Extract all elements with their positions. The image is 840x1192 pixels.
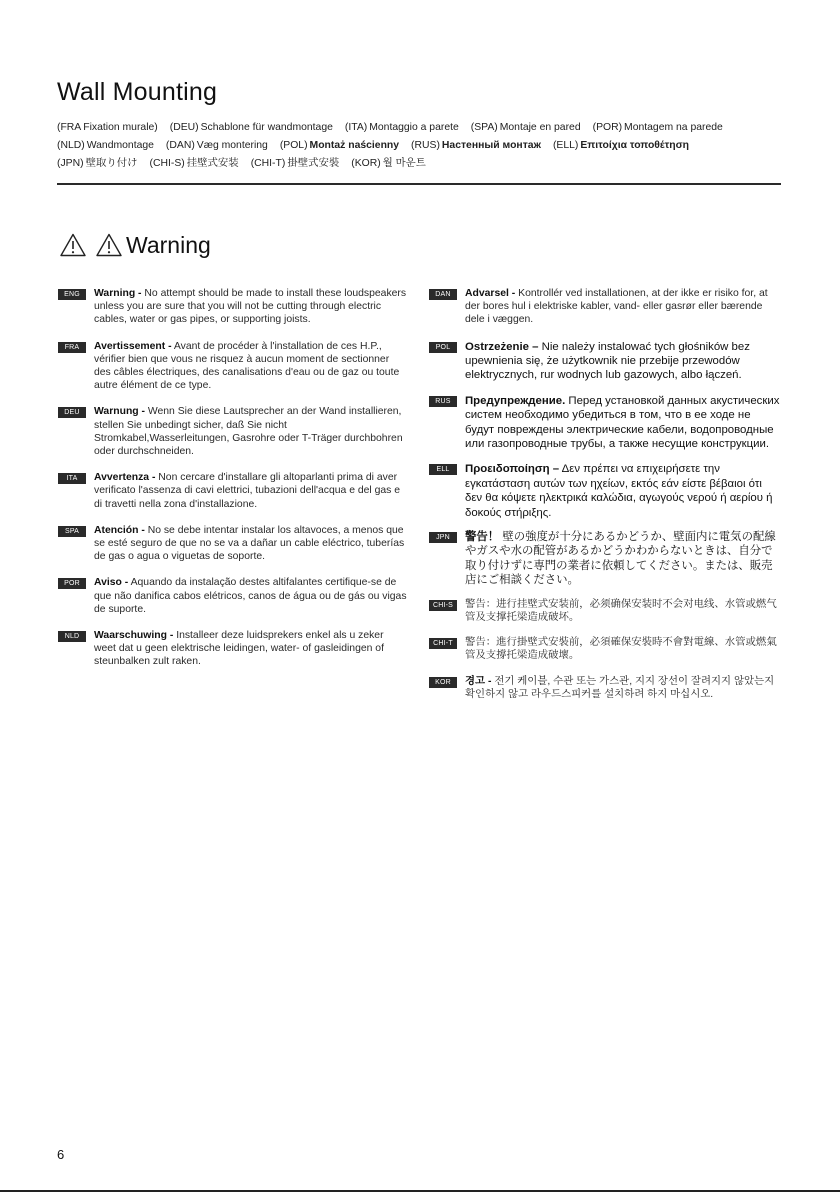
language-code: (DAN) [165, 140, 195, 151]
language-translation: Επιτοίχια τοποθέτηση [580, 140, 690, 151]
warning-entry-pol [429, 340, 781, 383]
language-code: (JPN) [57, 158, 84, 169]
warning-label: Avvertenza - [94, 472, 156, 484]
language-translation: Montagem na parede [624, 122, 723, 133]
language-code: (SPA) [470, 122, 498, 133]
language-translation: 壁取り付け [85, 158, 138, 169]
warning-body: Avant de procéder à l'installation de ces H.P., vérifier bien que vous ne risquez à aucun moment de sectionner des câbles électriques, des canalisations d'eau ou de gaz ou toute autre élément de ce type. [94, 340, 400, 392]
language-translation: Montaggio a parete [369, 122, 459, 133]
language-badge: NLD [58, 631, 86, 642]
language-code: (FRA [57, 122, 82, 133]
warning-text [94, 287, 408, 327]
language-code: (CHI-S) [149, 158, 185, 169]
warning-text [94, 629, 408, 669]
warning-body: Non cercare d'installare gli altoparlanti prima di aver verificato l'assenza di cavi elettrici, tubazioni dell'acqua e del gas e di travetti nella zona d'installazione. [94, 472, 401, 510]
warning-label: Warnung - [94, 406, 145, 418]
language-code: (KOR) [351, 158, 381, 169]
warning-text [94, 340, 408, 393]
warning-text [465, 675, 781, 701]
warning-body: Перед установкой данных акустических систем необходимо убедиться в том, что в ее ходе не будут повреждены электрические кабели, водопроводные или газопроводные трубы, а также несущие конструкции. [465, 394, 780, 451]
language-code: (POR) [592, 122, 623, 133]
warnings-left-column [58, 287, 408, 669]
language-translation: Настенный монтаж [441, 140, 541, 151]
warning-entry-por [58, 576, 408, 616]
language-badge: SPA [58, 526, 86, 537]
warning-body: No attempt should be made to install these loudspeakers unless you are sure that you will not be cutting through electric cables, water or gas pipes, or supporting joists. [94, 288, 407, 326]
warning-heading-text: Warning [126, 231, 211, 258]
warning-text [465, 462, 781, 520]
warning-entry-spa [58, 524, 408, 564]
warning-text [94, 405, 408, 458]
warning-label: Waarschuwing - [94, 630, 174, 642]
language-badge: DEU [58, 407, 86, 418]
warning-entry-chi-t [429, 636, 781, 662]
warning-text [465, 636, 781, 662]
warning-body: 警告：進行掛壁式安裝前，必須確保安裝時不會對電線、水管或燃氣管及支撐托梁造成破壞。 [465, 637, 777, 662]
warning-text [465, 530, 781, 588]
warning-label: Advarsel - [465, 288, 516, 299]
warning-label: Ostrzeżenie – [465, 340, 539, 353]
warning-entry-ita [58, 471, 408, 511]
language-code: (DEU) [169, 122, 199, 133]
warning-heading [60, 229, 211, 261]
warning-body: 警告：进行挂壁式安装前，必须确保安装时不会对电线、水管或燃气管及支撑托梁造成破坏。 [465, 598, 777, 623]
warning-text [465, 394, 781, 452]
language-translation: Montaje en pared [499, 122, 581, 133]
language-badge: RUS [429, 396, 457, 407]
warning-text [94, 471, 408, 511]
warning-body: Kontrollér ved installationen, at der ikke er risiko for, at der bores hul i elektriske kabler, vand- eller gasrør eller bærende dele i væggen. [465, 288, 768, 326]
language-badge: JPN [429, 532, 457, 543]
warning-entry-kor [429, 675, 781, 701]
warning-entry-fra [58, 340, 408, 393]
language-badge: POL [429, 342, 457, 353]
language-code: (RUS) [411, 140, 440, 151]
warning-text [94, 576, 408, 616]
warning-text [465, 340, 781, 383]
language-list-line [57, 119, 817, 137]
page-number: 6 [57, 1147, 65, 1162]
language-translation: 掛壁式安裝 [287, 158, 340, 169]
warning-entry-eng [58, 287, 408, 327]
language-list-line [57, 155, 817, 173]
warning-label: Предупреждение. [465, 394, 566, 407]
warning-entry-chi-s [429, 598, 781, 624]
language-code: (NLD) [57, 140, 85, 151]
warning-body: Nie należy instalować tych głośników bez upewnienia się, że użytkownik nie przebije przewodów elektrycznych, rur wodnych lub gazowych, albo łączeń. [465, 340, 750, 382]
language-code: (ELL) [552, 140, 579, 151]
warning-text [94, 524, 408, 564]
language-badge: CHI-T [429, 638, 457, 649]
language-badge: ITA [58, 473, 86, 484]
language-translation: Montaż naścienny [309, 140, 400, 151]
warning-entry-deu [58, 405, 408, 458]
language-badge: ENG [58, 289, 86, 300]
warning-label: Avertissement - [94, 340, 172, 352]
language-code: (ITA) [344, 122, 368, 133]
language-translation: Wandmontage [86, 140, 154, 151]
warning-entry-jpn [429, 530, 781, 588]
language-list [57, 119, 817, 173]
warnings-right-column [429, 287, 781, 701]
warning-entry-ell [429, 462, 781, 520]
language-list-line [57, 137, 817, 155]
warning-text [465, 598, 781, 624]
language-badge: CHI-S [429, 600, 457, 611]
warning-label: Atención - [94, 524, 145, 536]
warning-body: 전기 케이블, 수관 또는 가스관, 지지 장선이 잘려지지 않았는지 확인하지 않고 라우드스피커를 설치하려 하지 마십시오. [465, 675, 775, 700]
warning-triangle-icon [60, 233, 86, 257]
language-translation: 월 마운트 [382, 158, 426, 169]
page-title: Wall Mounting [57, 78, 218, 106]
language-badge: DAN [429, 289, 457, 300]
warning-entry-rus [429, 394, 781, 452]
language-badge: FRA [58, 342, 86, 353]
language-translation: 挂壁式安装 [186, 158, 239, 169]
warning-label: 경고 - [465, 675, 492, 687]
warning-text [465, 287, 781, 327]
warning-entry-dan [429, 287, 781, 327]
language-translation: Fixation murale) [83, 122, 158, 133]
language-translation: Væg montering [196, 140, 268, 151]
language-badge: POR [58, 578, 86, 589]
language-badge: ELL [429, 464, 457, 475]
warning-label: Warning - [94, 288, 142, 299]
header-divider [57, 183, 781, 185]
warning-triangle-icon [96, 233, 122, 257]
warning-body: No se debe intentar instalar los altavoces, a menos que se esté seguro de que no se va a dañar un cable eléctrico, tuberías de gas o agua o viguetas de soporte. [94, 524, 405, 563]
warning-label: Aviso - [94, 577, 129, 589]
warning-body: Aquando da instalação destes altifalantes certifique-se de que não danifica cabos elétricos, canos de água ou de gás ou vigas de suporte. [94, 577, 407, 615]
warning-entry-nld [58, 629, 408, 669]
warning-label: Προειδοποίηση – [465, 463, 560, 476]
language-badge: KOR [429, 677, 457, 688]
language-translation: Schablone für wandmontage [200, 122, 333, 133]
warning-body: 壁の強度が十分にあるかどうか、壁面内に電気の配線やガスや水の配管があるかどうかわからないときは、自分で取り付けずに専門の業者に依頼してください。または、販売店にご相談ください。 [465, 531, 776, 587]
warning-body: Wenn Sie diese Lautsprecher an der Wand installieren, stellen Sie unbedingt sicher, daß Sie nicht Stromkabel,Wasserleitungen, Gasrohre oder T-Träger durchbohren oder durchschneiden. [94, 406, 403, 458]
warning-label: 警告！ [465, 531, 500, 544]
language-code: (CHI-T) [250, 158, 286, 169]
warning-body: Δεν πρέπει να επιχειρήσετε την εγκατάσταση αυτών των ηχείων, εκτός εάν είστε βέβαιοι ότι δεν θα κόψετε ηλεκτρικά καλώδια, αγωγούς νερού ή αερίου ή δοκούς στήριξης. [465, 463, 773, 519]
warning-body: Installeer deze luidsprekers enkel als u zeker weet dat u geen elektrische leidingen, water- of gasleidingen of steunbalken zult raken. [94, 630, 384, 668]
language-code: (POL) [279, 140, 308, 151]
